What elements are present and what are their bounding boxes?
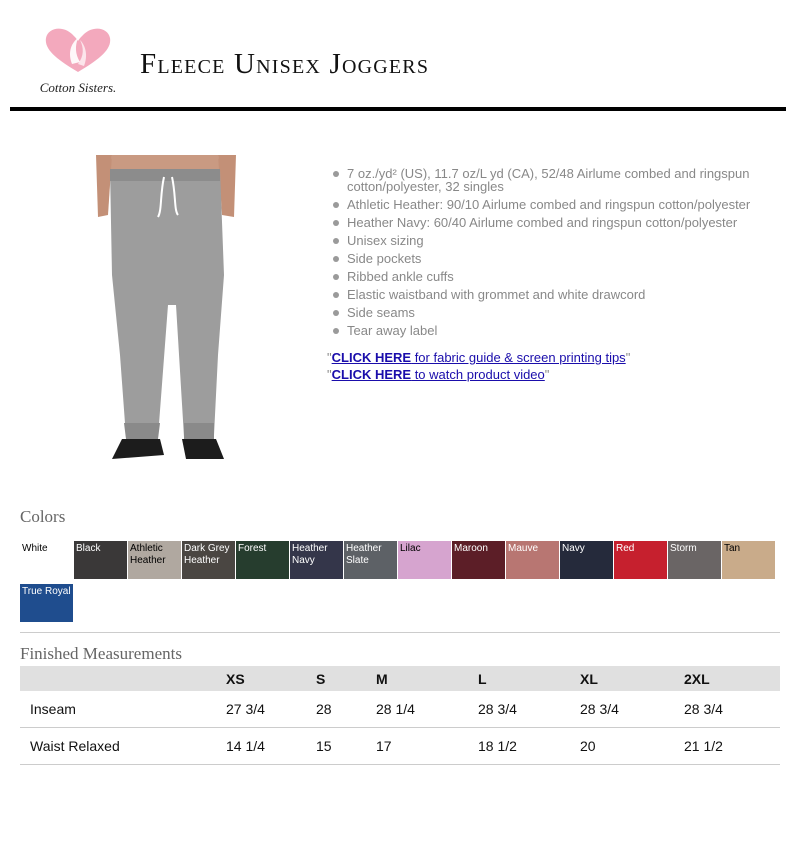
color-swatch-storm[interactable] bbox=[668, 541, 721, 579]
column-header: S bbox=[316, 666, 376, 691]
brand-logo bbox=[28, 26, 128, 98]
bullet-icon bbox=[333, 328, 339, 334]
swatch-label: Red bbox=[616, 543, 635, 554]
table-row bbox=[20, 728, 780, 765]
product-image bbox=[68, 155, 298, 471]
feature-item: 7 oz./yd² (US), 11.7 oz/L yd (CA), 52/48 Airlume combed and ringspun cotton/polyester, 32 singles bbox=[347, 167, 800, 193]
table-cell: 27 3/4 bbox=[226, 691, 316, 728]
feature-item: Elastic waistband with grommet and white drawcord bbox=[347, 288, 800, 301]
table-cell: 21 1/2 bbox=[684, 728, 780, 765]
heart-logo-icon bbox=[28, 26, 128, 98]
product-video-link[interactable]: CLICK HERE to watch product video bbox=[331, 367, 545, 382]
column-header bbox=[20, 666, 226, 691]
table-header-row bbox=[20, 666, 780, 691]
row-label: Inseam bbox=[20, 691, 226, 728]
swatch-label: Forest bbox=[238, 543, 267, 554]
bullet-icon bbox=[333, 256, 339, 262]
colors-heading: Colors bbox=[20, 507, 66, 526]
measurements-table bbox=[20, 666, 780, 765]
feature-item: Heather Navy: 60/40 Airlume combed and ringspun cotton/polyester bbox=[347, 216, 800, 229]
feature-item: Tear away label bbox=[347, 324, 800, 337]
swatch-label: Black bbox=[76, 543, 101, 554]
color-swatch-black[interactable] bbox=[74, 541, 127, 579]
feature-item: Ribbed ankle cuffs bbox=[347, 270, 800, 283]
color-swatch-true-royal[interactable] bbox=[20, 584, 73, 622]
swatch-label: Storm bbox=[670, 543, 697, 554]
table-cell: 15 bbox=[316, 728, 376, 765]
color-swatch-heather-navy[interactable] bbox=[290, 541, 343, 579]
swatch-label: White bbox=[22, 543, 48, 554]
page-title: Fleece Unisex Joggers bbox=[140, 48, 430, 80]
swatch-label: Tan bbox=[724, 543, 741, 554]
swatch-label: Mauve bbox=[508, 543, 539, 554]
bullet-icon bbox=[333, 238, 339, 244]
swatch-label: Dark Grey Heather bbox=[184, 543, 230, 566]
svg-text:Cotton Sisters.: Cotton Sisters. bbox=[39, 80, 117, 95]
bullet-icon bbox=[333, 202, 339, 208]
product-video-line: "CLICK HERE to watch product video" bbox=[327, 367, 550, 382]
color-swatch-lilac[interactable] bbox=[398, 541, 451, 579]
table-cell: 28 3/4 bbox=[684, 691, 780, 728]
swatch-label: Athletic Heather bbox=[130, 543, 166, 566]
table-cell: 14 1/4 bbox=[226, 728, 316, 765]
table-cell: 28 bbox=[316, 691, 376, 728]
bullet-icon bbox=[333, 171, 339, 177]
color-swatch-tan[interactable] bbox=[722, 541, 775, 579]
color-swatch-forest[interactable] bbox=[236, 541, 289, 579]
color-swatch-white[interactable] bbox=[20, 541, 73, 579]
feature-item: Side pockets bbox=[347, 252, 800, 265]
fabric-guide-link[interactable]: CLICK HERE for fabric guide & screen printing tips bbox=[331, 350, 626, 365]
table-cell: 28 3/4 bbox=[580, 691, 684, 728]
bullet-icon bbox=[333, 274, 339, 280]
color-swatch-maroon[interactable] bbox=[452, 541, 505, 579]
bullet-icon bbox=[333, 220, 339, 226]
color-swatch-mauve[interactable] bbox=[506, 541, 559, 579]
table-row bbox=[20, 691, 780, 728]
colors-divider bbox=[20, 632, 780, 633]
swatch-label: Lilac bbox=[400, 543, 421, 554]
table-cell: 20 bbox=[580, 728, 684, 765]
column-header: XS bbox=[226, 666, 316, 691]
color-swatch-navy[interactable] bbox=[560, 541, 613, 579]
column-header: L bbox=[478, 666, 580, 691]
bullet-icon bbox=[333, 310, 339, 316]
header-divider bbox=[10, 107, 786, 111]
bullet-icon bbox=[333, 292, 339, 298]
column-header: M bbox=[376, 666, 478, 691]
feature-list bbox=[330, 167, 800, 342]
color-swatch-athletic-heather[interactable] bbox=[128, 541, 181, 579]
column-header: XL bbox=[580, 666, 684, 691]
table-cell: 28 3/4 bbox=[478, 691, 580, 728]
feature-item: Side seams bbox=[347, 306, 800, 319]
swatch-label: True Royal bbox=[22, 586, 71, 597]
row-label: Waist Relaxed bbox=[20, 728, 226, 765]
color-swatch-dark-grey-heather[interactable] bbox=[182, 541, 235, 579]
feature-item: Unisex sizing bbox=[347, 234, 800, 247]
help-links bbox=[327, 349, 630, 383]
fabric-guide-line: "CLICK HERE for fabric guide & screen printing tips" bbox=[327, 350, 631, 365]
swatch-label: Heather Navy bbox=[292, 543, 328, 566]
color-swatch-red[interactable] bbox=[614, 541, 667, 579]
swatch-label: Navy bbox=[562, 543, 585, 554]
feature-item: Athletic Heather: 90/10 Airlume combed and ringspun cotton/polyester bbox=[347, 198, 800, 211]
measurements-heading: Finished Measurements bbox=[20, 644, 182, 663]
color-swatch-heather-slate[interactable] bbox=[344, 541, 397, 579]
table-cell: 28 1/4 bbox=[376, 691, 478, 728]
table-cell: 17 bbox=[376, 728, 478, 765]
swatch-label: Maroon bbox=[454, 543, 488, 554]
table-cell: 18 1/2 bbox=[478, 728, 580, 765]
column-header: 2XL bbox=[684, 666, 780, 691]
swatch-label: Heather Slate bbox=[346, 543, 382, 566]
